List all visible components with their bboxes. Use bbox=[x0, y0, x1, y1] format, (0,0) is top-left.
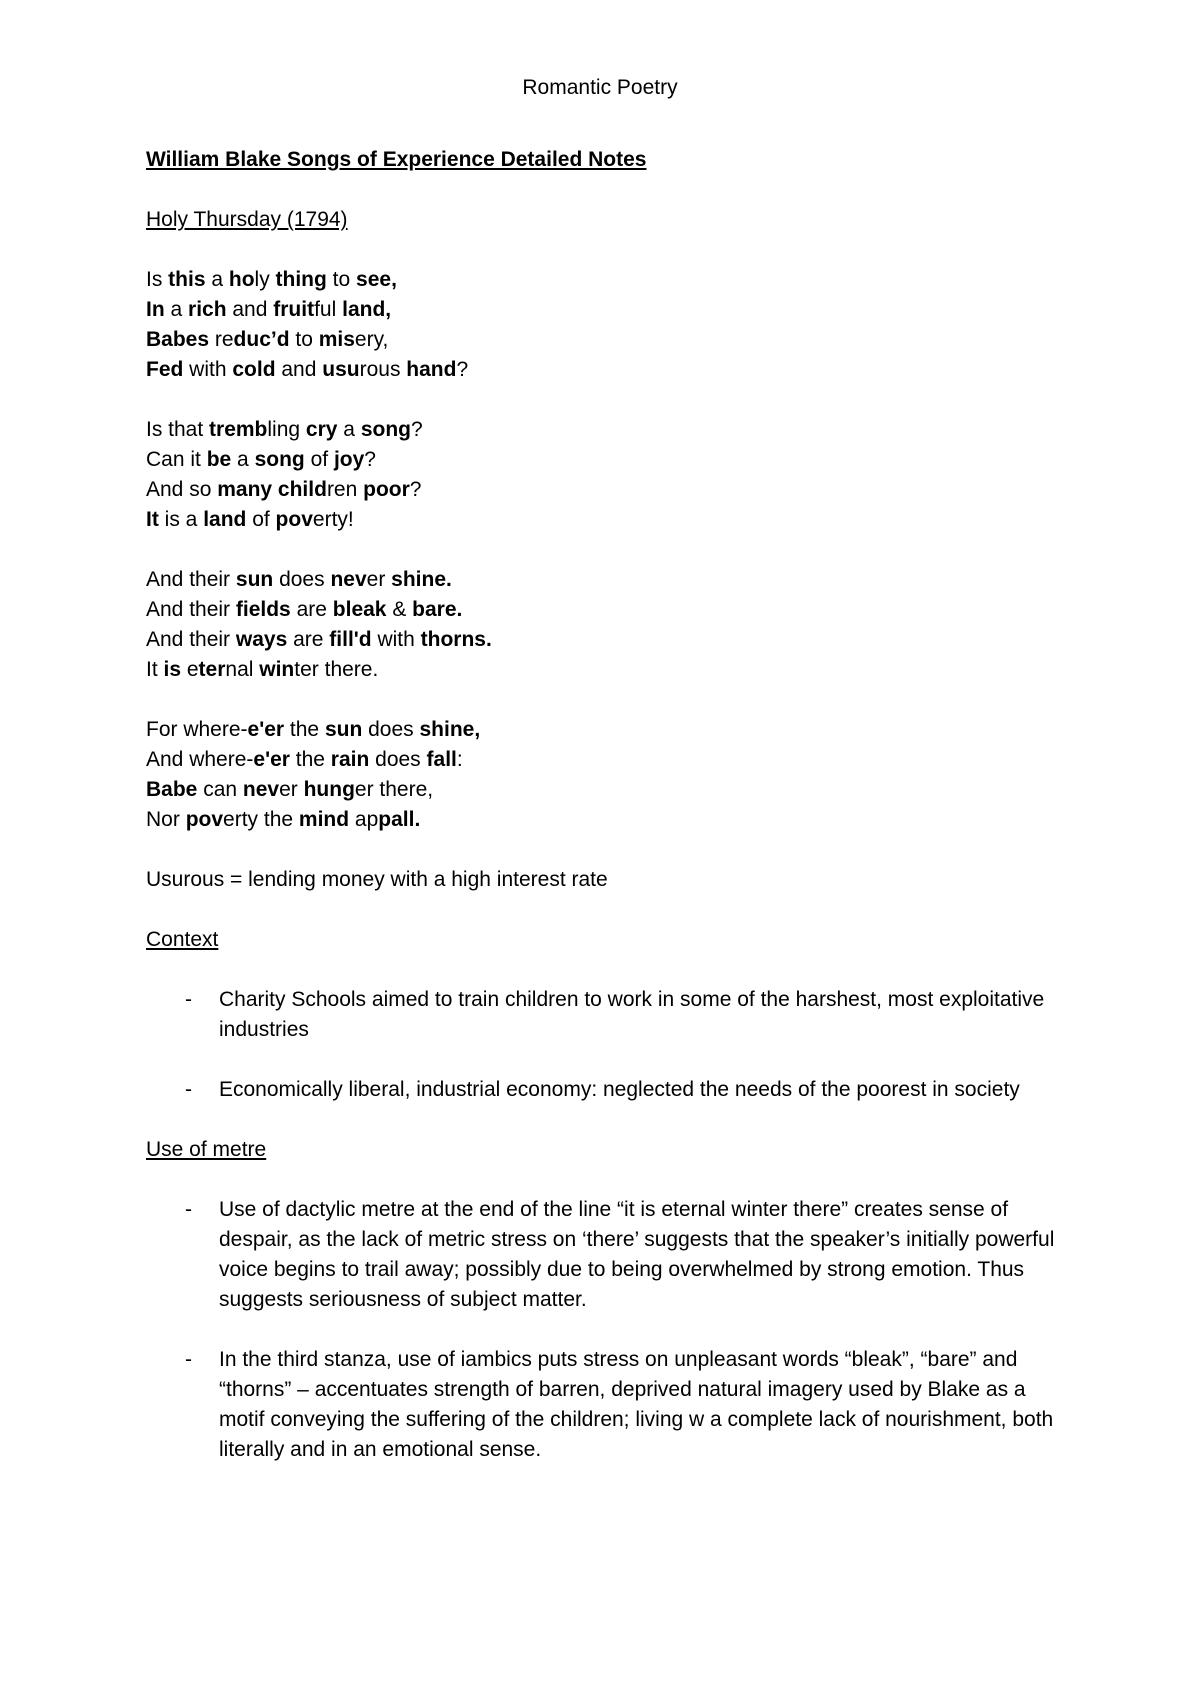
unstressed-text: a bbox=[164, 298, 189, 321]
unstressed-text: And so bbox=[146, 478, 218, 501]
stressed-syllable: It bbox=[146, 508, 159, 531]
stressed-syllable: rich bbox=[188, 298, 227, 321]
stressed-syllable: Babe bbox=[146, 778, 198, 801]
section-heading: Use of metre bbox=[146, 1138, 267, 1161]
stressed-syllable: pov bbox=[185, 808, 224, 831]
stressed-syllable: poor bbox=[363, 478, 410, 501]
unstressed-text: does bbox=[273, 568, 331, 591]
stressed-syllable: song bbox=[360, 418, 411, 441]
list-item bbox=[146, 1075, 1076, 1105]
unstressed-text: and bbox=[275, 358, 323, 381]
stressed-syllable: thing bbox=[275, 268, 327, 291]
poem-stanza bbox=[146, 415, 1076, 535]
unstressed-text: ap bbox=[349, 808, 379, 831]
stressed-syllable: child bbox=[277, 478, 327, 501]
stressed-syllable: cold bbox=[232, 358, 276, 381]
unstressed-text: ren bbox=[326, 478, 364, 501]
stressed-syllable: ho bbox=[228, 268, 255, 291]
stressed-syllable: ways bbox=[235, 628, 288, 651]
poem-stanza bbox=[146, 265, 1076, 385]
bullet-list bbox=[146, 1195, 1076, 1465]
stressed-syllable: rain bbox=[330, 748, 370, 771]
bullet-list bbox=[146, 985, 1076, 1105]
unstressed-text: Is bbox=[146, 268, 169, 291]
unstressed-text: Can it bbox=[146, 448, 207, 471]
unstressed-text: the bbox=[284, 718, 325, 741]
unstressed-text: & bbox=[386, 598, 413, 621]
stressed-syllable: land, bbox=[342, 298, 392, 321]
list-item bbox=[146, 1345, 1076, 1465]
poem-line bbox=[146, 505, 1076, 535]
stressed-syllable: sun bbox=[324, 718, 363, 741]
unstressed-text: ? bbox=[409, 478, 422, 501]
unstressed-text: And their bbox=[146, 628, 236, 651]
stressed-syllable: fall bbox=[426, 748, 457, 771]
unstressed-text: can bbox=[197, 778, 243, 801]
unstressed-text: with bbox=[183, 358, 233, 381]
unstressed-text: For where- bbox=[146, 718, 248, 741]
unstressed-text: ? bbox=[410, 418, 423, 441]
unstressed-text: of bbox=[304, 448, 334, 471]
stressed-syllable: joy bbox=[333, 448, 365, 471]
unstressed-text: erty the bbox=[223, 808, 299, 831]
stressed-syllable: e'er bbox=[253, 748, 290, 771]
stressed-syllable: In bbox=[146, 298, 165, 321]
document-body bbox=[146, 145, 1076, 1495]
unstressed-text: are bbox=[287, 628, 330, 651]
unstressed-text: a bbox=[231, 448, 255, 471]
stressed-syllable: pov bbox=[275, 508, 313, 531]
poem-line bbox=[146, 715, 1076, 745]
stressed-syllable: usu bbox=[322, 358, 360, 381]
unstressed-text: er there, bbox=[354, 778, 434, 801]
unstressed-text: erty! bbox=[312, 508, 354, 531]
poem-title: Holy Thursday (1794) bbox=[146, 208, 348, 231]
unstressed-text: to bbox=[326, 268, 357, 291]
stressed-syllable: shine. bbox=[391, 568, 452, 591]
poem-stanza bbox=[146, 715, 1076, 835]
bullet-text: In the third stanza, use of iambics puts stress on unpleasant words “bleak”, “bare” and “thorns” – accentuates strength of barren, deprived natural imagery used by Blake as a motif conveying the suffering of the children; living w a complete lack of nourishment, both literally and in an emotional sense. bbox=[219, 1348, 1054, 1461]
stressed-syllable: nev bbox=[330, 568, 367, 591]
stressed-syllable: fields bbox=[235, 598, 291, 621]
poem-line bbox=[146, 355, 1076, 385]
stressed-syllable: song bbox=[254, 448, 305, 471]
stressed-syllable: mind bbox=[298, 808, 350, 831]
unstressed-text: And their bbox=[146, 598, 236, 621]
unstressed-text: rous bbox=[359, 358, 407, 381]
unstressed-text: of bbox=[246, 508, 276, 531]
poem-line bbox=[146, 265, 1076, 295]
poem-line bbox=[146, 775, 1076, 805]
stressed-syllable: nev bbox=[242, 778, 280, 801]
stressed-syllable: hand bbox=[406, 358, 457, 381]
unstressed-text: And where- bbox=[146, 748, 254, 771]
unstressed-text: and bbox=[226, 298, 274, 321]
stressed-syllable: bleak bbox=[332, 598, 387, 621]
poem-line bbox=[146, 295, 1076, 325]
unstressed-text: It bbox=[146, 658, 164, 681]
definition-note: Usurous = lending money with a high interest rate bbox=[146, 868, 608, 891]
list-item bbox=[146, 985, 1076, 1045]
stressed-syllable: see, bbox=[356, 268, 397, 291]
stressed-syllable: cry bbox=[305, 418, 338, 441]
stressed-syllable: hung bbox=[303, 778, 355, 801]
poem-line bbox=[146, 565, 1076, 595]
stressed-syllable: fill'd bbox=[329, 628, 372, 651]
stressed-syllable: is bbox=[163, 658, 182, 681]
poem-line bbox=[146, 475, 1076, 505]
poem-line bbox=[146, 445, 1076, 475]
unstressed-text: ly bbox=[254, 268, 276, 291]
stressed-syllable: mis bbox=[318, 328, 355, 351]
stressed-syllable: pall. bbox=[378, 808, 421, 831]
stressed-syllable: shine, bbox=[419, 718, 481, 741]
stressed-syllable: duc’d bbox=[233, 328, 290, 351]
unstressed-text: : bbox=[456, 748, 463, 771]
document-title: William Blake Songs of Experience Detailed Notes bbox=[146, 148, 647, 171]
bullet-text: Charity Schools aimed to train children to work in some of the harshest, most exploitative industries bbox=[219, 988, 1045, 1041]
unstressed-text: re bbox=[209, 328, 234, 351]
stressed-syllable: tremb bbox=[209, 418, 268, 441]
stressed-syllable: win bbox=[259, 658, 295, 681]
poem-line bbox=[146, 655, 1076, 685]
unstressed-text: does bbox=[369, 748, 427, 771]
unstressed-text: is a bbox=[158, 508, 204, 531]
dash-bullet-icon: - bbox=[185, 1198, 192, 1221]
dash-bullet-icon: - bbox=[185, 1078, 192, 1101]
unstressed-text: ter there. bbox=[294, 658, 379, 681]
unstressed-text: e bbox=[181, 658, 199, 681]
stressed-syllable: this bbox=[168, 268, 206, 291]
stressed-syllable: ter bbox=[198, 658, 226, 681]
unstressed-text: er bbox=[366, 568, 392, 591]
unstressed-text: Is that bbox=[146, 418, 210, 441]
stressed-syllable: sun bbox=[235, 568, 274, 591]
unstressed-text: does bbox=[362, 718, 420, 741]
poem-line bbox=[146, 805, 1076, 835]
stressed-syllable: Fed bbox=[146, 358, 184, 381]
bullet-text: Economically liberal, industrial economy: neglected the needs of the poorest in society bbox=[219, 1078, 1020, 1101]
unstressed-text: are bbox=[290, 598, 333, 621]
unstressed-text: er bbox=[279, 778, 304, 801]
unstressed-text: a bbox=[205, 268, 229, 291]
unstressed-text: And their bbox=[146, 568, 236, 591]
unstressed-text: ling bbox=[267, 418, 306, 441]
poem-stanza bbox=[146, 565, 1076, 685]
unstressed-text: the bbox=[289, 748, 331, 771]
notes-sections bbox=[146, 925, 1076, 1465]
dash-bullet-icon: - bbox=[185, 1348, 192, 1371]
unstressed-text: ? bbox=[364, 448, 376, 471]
bullet-text: Use of dactylic metre at the end of the line “it is eternal winter there” creates sense of despair, as the lack of metric stress on ‘there’ suggests that the speaker’s initially powerful voice begins to trail away; possibly due to being overwhelmed by strong emotion. Thus suggests seriousness of subject matter. bbox=[219, 1198, 1055, 1311]
dash-bullet-icon: - bbox=[185, 988, 192, 1011]
poem-line bbox=[146, 595, 1076, 625]
unstressed-text: Nor bbox=[146, 808, 186, 831]
poem-line bbox=[146, 325, 1076, 355]
unstressed-text: ery, bbox=[354, 328, 389, 351]
stressed-syllable: Babes bbox=[146, 328, 210, 351]
list-item bbox=[146, 1195, 1076, 1315]
unstressed-text: with bbox=[371, 628, 421, 651]
poem bbox=[146, 265, 1076, 835]
unstressed-text: ful bbox=[314, 298, 343, 321]
stressed-syllable: fruit bbox=[273, 298, 315, 321]
stressed-syllable: bare. bbox=[412, 598, 463, 621]
stressed-syllable: thorns. bbox=[420, 628, 492, 651]
page-header: Romantic Poetry bbox=[522, 76, 678, 99]
unstressed-text: a bbox=[337, 418, 361, 441]
unstressed-text: to bbox=[289, 328, 319, 351]
poem-line bbox=[146, 745, 1076, 775]
stressed-syllable: many bbox=[217, 478, 273, 501]
section-heading: Context bbox=[146, 928, 219, 951]
unstressed-text: ? bbox=[456, 358, 469, 381]
poem-line bbox=[146, 625, 1076, 655]
stressed-syllable: e'er bbox=[247, 718, 285, 741]
stressed-syllable: be bbox=[206, 448, 232, 471]
poem-line bbox=[146, 415, 1076, 445]
stressed-syllable: land bbox=[203, 508, 247, 531]
unstressed-text: nal bbox=[225, 658, 260, 681]
